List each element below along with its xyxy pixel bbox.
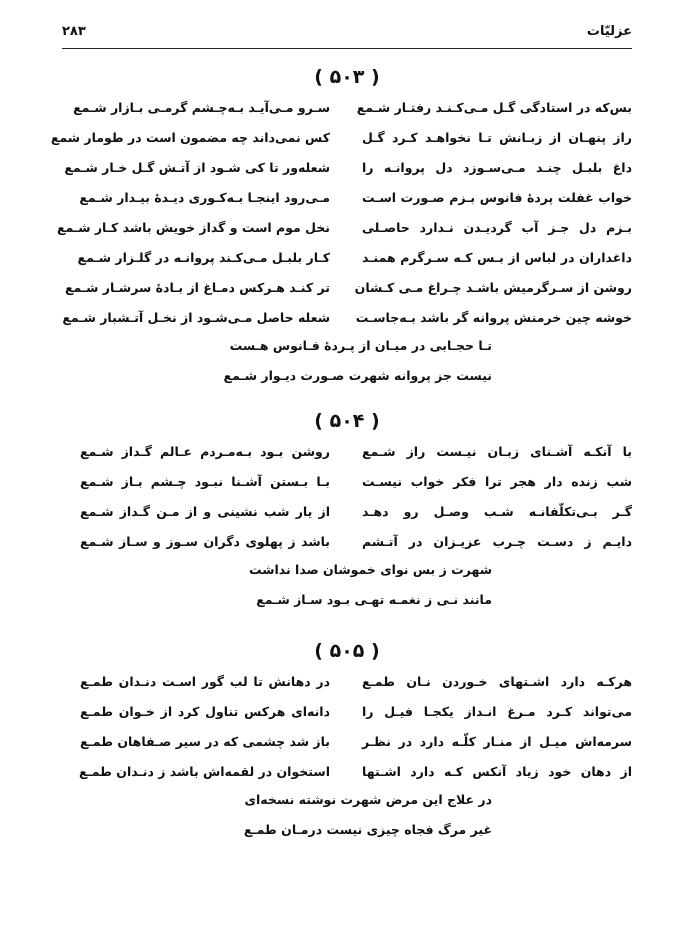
couplet [62,242,632,272]
hemistich-first: بس‌که در استادگی گـل مـی‌کـنـد رفتـار شـمع [356,100,632,115]
hemistich-second: سـرو مـی‌آیـد بـه‌چـشم گرمـی بـازار شـمع [73,100,330,115]
hemistich-first: با آنکـه آشـنای زبـان نیـست راز شـمع [362,444,632,459]
hemistich-first: راز پنهـان از زبـانش تـا نخواهـد کـرد گـل [362,130,632,145]
final-couplet [62,786,632,816]
hemistich-second: تر کنـد هـرکس دمـاغ از بـادهٔ سرشـار شـمع [64,280,330,295]
hemistich-second: شعله حاصل مـی‌شـود از نخـل آتـشبار شـمع [62,310,330,325]
hemistich-second: دانه‌ای هرکس تناول کرد از خـوان طمـع [80,704,330,719]
couplet [62,182,632,212]
couplet [62,726,632,756]
hemistich-first: هرکـه دارد اشـتهای خـوردن نـان طمـع [362,674,632,689]
hemistich-first: بـزم دل جـز آب گردیـدن نـدارد حاصـلی [362,220,632,235]
hemistich-second: باز شد چشمی که در سیر صـفاهان طمـع [80,734,330,749]
hemistich-second: شعله‌ور تا کی شـود از آتـش گـل خـار شـمع [64,160,330,175]
couplet [62,302,632,332]
page-number: ۲۸۳ [62,24,86,39]
couplet [50,122,632,152]
final-couplet [62,816,632,846]
couplet [62,756,632,786]
final-hemistich-second: غیر مرگ فجاه چیزی نیست درمـان طمـع [243,822,492,837]
hemistich-first: دایـم ز دسـت چـرب عزیـزان در آتـشم [362,534,632,549]
hemistich-second: نخل موم است و گداز خویش باشد کـار شـمع [57,220,330,235]
hemistich-second: استخوان در لقمه‌اش باشد ز دنـدان طمـع [78,764,330,779]
couplet [62,152,632,182]
couplet [62,466,632,496]
page-header [62,22,632,49]
hemistich-second: مـی‌رود اینجـا بـه‌کـوری دیـدهٔ بیـدار شـمع [79,190,330,205]
final-couplet [62,362,632,392]
final-hemistich-first: شهرت ز بس نوای خموشان صدا نداشت [248,562,492,577]
hemistich-second: بـا بـستن آشـنا نبـود چـشم بـاز شـمع [80,474,330,489]
final-hemistich-first: در علاج این مرض شهرت نوشته نسخه‌ای [244,792,492,807]
hemistich-first: می‌تواند کـرد مـرغ انـداز یکجـا فیـل را [362,704,632,719]
hemistich-second: از یار شب نشینی و از مـن گـداز شـمع [80,504,330,519]
final-hemistich-second: نیست جز پروانه شهرت صـورت دیـوار شـمع [223,368,492,383]
couplet [62,526,632,556]
poem-505 [62,636,632,846]
couplet [57,212,632,242]
poem-number: ( ۵۰۴ ) [314,410,380,432]
hemistich-first: خوشه چین خرمنش پروانه گر باشد بـه‌جاسـت [355,310,632,325]
hemistich-first: خواب غفلت پردهٔ فانوس بـزم صـورت اسـت [362,190,632,205]
hemistich-second: روشن بـود بـه‌مـردم عـالم گـداز شـمع [80,444,330,459]
couplet [62,92,632,122]
hemistich-first: داغداران در لباس از بـس کـه سـرگرم همنـد [362,250,632,265]
hemistich-second: باشد ز پهلوی دگران سـوز و سـاز شـمع [80,534,330,549]
hemistich-second: کـار بلبـل مـی‌کـند پروانـه در گلـزار شـمع [77,250,330,265]
hemistich-first: شب زنده دار هجر ترا فکر خواب نیسـت [362,474,632,489]
poem-504 [62,406,632,616]
poem-number: ( ۵۰۵ ) [314,640,380,662]
couplet [62,272,632,302]
poem-503 [50,62,632,392]
hemistich-second: کس نمی‌داند چه مضمون است در طومار شمع [50,130,330,145]
couplet [62,666,632,696]
final-couplet [62,586,632,616]
final-hemistich-first: تـا حجـابی در میـان از پـردهٔ فـانوس هـست [229,338,492,353]
couplet [62,496,632,526]
couplet [62,696,632,726]
poem-number: ( ۵۰۳ ) [314,66,380,88]
hemistich-first: گـر بـی‌تکلّفانـه شـب وصـل رو دهـد [362,504,632,519]
final-couplet [62,556,632,586]
couplet [62,436,632,466]
hemistich-first: از دهان خود زیاد آنکس کـه دارد اشـتها [362,764,632,779]
final-hemistich-second: مانند نـی ز نغمـه تهـی بـود سـاز شـمع [256,592,492,607]
hemistich-second: در دهانش تا لب گور اسـت دنـدان طمـع [80,674,330,689]
final-couplet [62,332,632,362]
hemistich-first: داغ بلبـل چنـد مـی‌سـوزد دل پروانـه را [362,160,632,175]
running-title: عزلیّات [586,24,632,39]
hemistich-first: سرمه‌اش میـل از منـار کلّـه دارد در نظـر [362,734,632,749]
hemistich-first: روشن از سـرگرمیش باشـد چـراغ مـی کـشان [354,280,632,295]
